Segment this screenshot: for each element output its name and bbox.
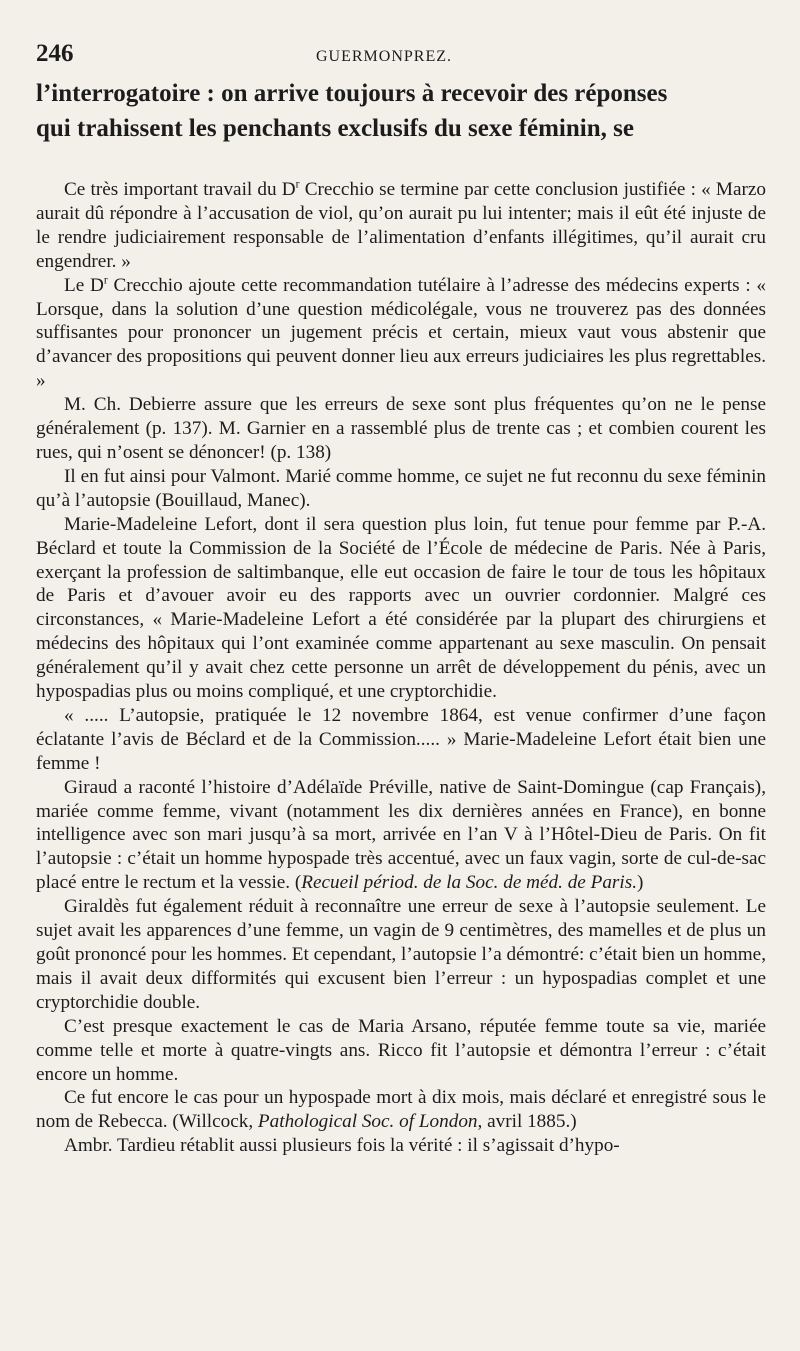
paragraph: « ..... L’autopsie, pratiquée le 12 novembre 1864, est venue confirmer d’une façon éclatante l’avis de Béclard et de la Commission..... » Marie-Madeleine Lefort était bien une femme !: [36, 704, 766, 774]
paragraph: Giraud a raconté l’histoire d’Adélaïde Préville, native de Saint-Domingue (cap Français), mariée comme femme, vivant (notamment les dix dernières années en France), en bonne intelligence avec son mari jusqu’à sa mort, arrivée en l’an V à l’Hôtel-Dieu de Paris. On fit l’autopsie : c’était un homme hypospade très accentué, avec un faux vagin, sorte de cul-de-sac placé entre le rectum et la vessie. (Recueil périod. de la Soc. de méd. de Paris.): [36, 776, 766, 894]
paragraph: Le $D^r$ Crecchio ajoute cette recommandation tutélaire à l’adresse des médecins experts : « Lorsque, dans la solution d’une question médicolégale, vous ne trouverez pas des données suffisantes pour prononcer un jugement précis et certain, mieux vaut vous abstenir que d’avancer des propositions qui peuvent donner lieu aux erreurs judiciaires les plus regrettables. »: [36, 274, 766, 392]
lead-line: l’interrogatoire : on arrive toujours à recevoir des réponses: [36, 80, 668, 107]
body-text: [36, 178, 766, 1158]
page-number: 246: [36, 40, 74, 67]
paragraph: Ce fut encore le cas pour un hypospade mort à dix mois, mais déclaré et enregistré sous le nom de Rebecca. (Willcock, Pathological Soc. of London, avril 1885.): [36, 1087, 766, 1133]
paragraph: Ambr. Tardieu rétablit aussi plusieurs fois la vérité : il s’agissait d’hypo-: [64, 1135, 620, 1157]
paragraph: Giraldès fut également réduit à reconnaître une erreur de sexe à l’autopsie seulement. Le sujet avait les apparences d’une femme, un vagin de 9 centimètres, des mamelles et de plus un goût prononcé pour les hommes. Et cependant, l’autopsie l’a démontré: c’était bien un homme, mais il avait deux difformités qui excusent bien l’erreur : un hypospadias complet et une cryptorchidie double.: [36, 896, 766, 1013]
paragraph: Marie-Madeleine Lefort, dont il sera question plus loin, fut tenue pour femme par P.-A. Béclard et toute la Commission de la Société de l’École de médecine de Paris. Née à Paris, exerçant la profession de saltimbanque, elle eut occasion de faire le tour de tous les hôpitaux de Paris et d’avouer avoir eu des rapports avec un ouvrier cordonnier. Malgré ces circonstances, « Marie-Madeleine Lefort a été considérée par la plupart des chirurgiens et médecins des hôpitaux qui l’ont examinée comme appartenant au sexe masculin. On pensait généralement qu’il y avait chez cette personne un arrêt de développement du pénis, avec un hypospadias plus ou moins compliqué, et une cryptorchidie.: [36, 513, 766, 703]
paragraph: M. Ch. Debierre assure que les erreurs de sexe sont plus fréquentes qu’on ne le pense généralement (p. 137). M. Garnier en a rassemblé plus de trente cas ; et combien courent les rues, qui n’osent se dénoncer! (p. 138): [36, 394, 766, 463]
paragraph: C’est presque exactement le cas de Maria Arsano, réputée femme toute sa vie, mariée comme telle et morte à quatre-vingts ans. Ricco fit l’autopsie et démontra l’erreur : c’était encore un homme.: [36, 1015, 766, 1085]
page-header: [36, 36, 766, 72]
lead-text: [36, 76, 766, 146]
paragraph: Ce très important travail du $D^r$ Crecchio se termine par cette conclusion justifiée : « Marzo aurait dû répondre à l’accusation de viol, qu’on aurait pu lui intenter; mais il eût été injuste de le rendre judiciairement responsable de l’alimentation d’enfants illégitimes, qu’il aurait cru engendrer. »: [36, 178, 766, 272]
running-head: GUERMONPREZ.: [316, 48, 453, 65]
paragraph: Il en fut ainsi pour Valmont. Marié comme homme, ce sujet ne fut reconnu du sexe féminin qu’à l’autopsie (Bouillaud, Manec).: [36, 465, 766, 511]
lead-line: qui trahissent les penchants exclusifs du sexe féminin, se: [36, 115, 634, 142]
